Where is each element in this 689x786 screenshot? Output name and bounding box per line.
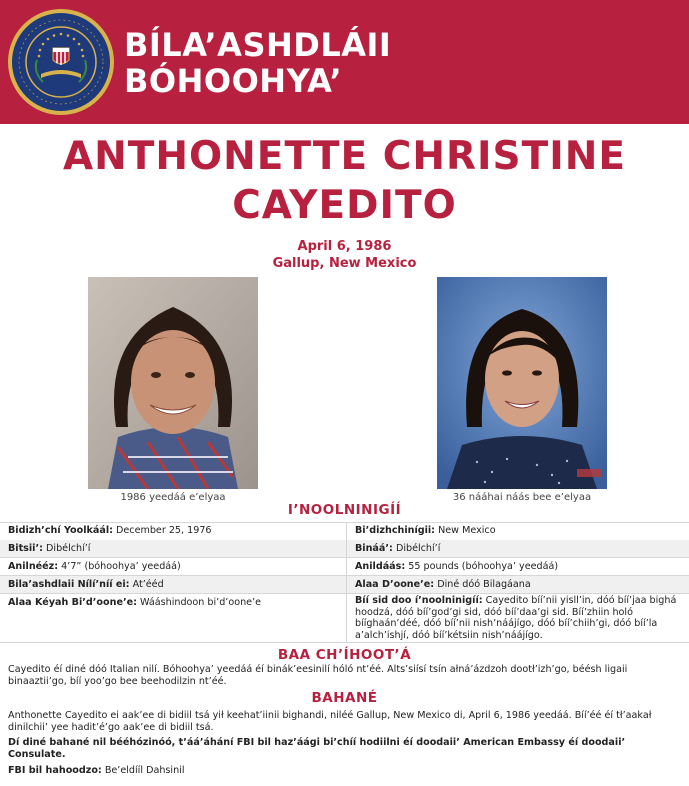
weight-field — [355, 561, 558, 573]
sex-field — [8, 579, 164, 591]
sex-value: At’ééd — [132, 579, 164, 590]
height-label: Anilnééz: — [8, 561, 59, 572]
hair-label: Bitsii’: — [8, 543, 43, 554]
scars-marks-value: Cayedito bíí’nii yisll’in, dóó bíí’jaa bighá hoodzá, dóó bíí’god’gi sid, dóó bíí’daa’gi sid. Bíí’zhiin holó bííghaán’déé, dóó bíí’nii nish’náájígo, dóó bíí’chiih’gi, dóó bíí’la a’alch’ishjí, dóó bíí’kétsiin nish’náájígo. — [355, 595, 677, 641]
sex-label: Bila’ashdlaii Nílí’níí ei: — [8, 579, 130, 590]
banner-title-line2: BÓHOOHYA’ — [124, 62, 343, 100]
height-field — [8, 561, 181, 573]
scars-marks-field — [355, 595, 683, 641]
field-office-value: Be’eldííl Dahsinil — [104, 765, 185, 776]
nationality-value: Wááshindoon bi’d’oone’e — [140, 597, 262, 608]
nationality-label: Alaa Kéyah Bi’d’oone’e: — [8, 597, 137, 608]
dob-value: December 25, 1976 — [116, 525, 212, 536]
remarks-heading: BAA CH’ÍHOOT’Á — [277, 647, 412, 663]
hair-value: Dibélchí’í — [46, 543, 91, 554]
field-office — [8, 765, 680, 777]
field-office-label: FBI bil hahoodzo: — [8, 765, 102, 776]
details-row — [0, 540, 689, 558]
childhood-photo — [88, 277, 258, 489]
case-details-heading: BAHANÉ — [311, 690, 378, 706]
remarks-text: Cayedito éí diné dóó Italian nilí. Bóhoohya’ yeedáá éí binák’eesinilí hóló nt’éé. Alts’siísí tsín ałná’ázdzoh dootł’izh’go, béésh ligaii binaaztii’go, bíí yoo’go bee beehodilzin nt’éé. — [8, 664, 628, 687]
eyes-field — [355, 543, 440, 555]
column-divider — [346, 522, 347, 642]
scars-marks-label: Bíí sid doo í’noolninigíí: — [355, 595, 483, 606]
dob-field — [8, 525, 212, 537]
subject-name-line1: ANTHONETTE CHRISTINE — [62, 134, 627, 179]
banner-title-line1: BÍLA’ASHDLÁII — [124, 26, 392, 64]
banner-title — [124, 27, 391, 99]
weight-label: Anildáás: — [355, 561, 406, 572]
birthplace-value: New Mexico — [438, 525, 496, 536]
birthplace-label: Bi’dizhchinígii: — [355, 525, 436, 536]
case-details-text: Anthonette Cayedito ei aak’ee di bidiil tsá yił keehat’iinii bighandi, niléé Gallup, New Mexico di, April 6, 1986 yeedáá. Bíí’éé éí tł’aakał dinilchii’ yee hadit’é’go aak’ee di bidiil tsá. — [8, 710, 652, 733]
race-label: Alaa D’oone’e: — [355, 579, 435, 590]
contact-instructions: Dí diné bahané nil bééhózinóó, t’áá’áhání FBI bil haz’áági bi’chíí hodiilni éí doodaii’ American Embassy éí doodaii’ Consulate. — [8, 737, 626, 760]
missing-date: April 6, 1986 — [297, 239, 392, 254]
eyes-label: Bináá’: — [355, 543, 393, 554]
race-value: Diné dóó Bilagáana — [437, 579, 531, 590]
nationality-field — [8, 597, 261, 609]
race-field — [355, 579, 531, 591]
hair-field — [8, 543, 90, 555]
fbi-seal-icon — [7, 8, 115, 116]
subject-name-line2: CAYEDITO — [232, 183, 457, 228]
eyes-value: Dibélchí’í — [395, 543, 441, 554]
birthplace-field — [355, 525, 496, 537]
age-progressed-photo — [437, 277, 607, 489]
missing-place: Gallup, New Mexico — [272, 256, 417, 271]
header-banner — [0, 0, 689, 124]
age-progressed-photo-caption: 36 nááhai náás bee e’elyaa — [452, 492, 592, 503]
height-value: 4’7” (bóhoohya’ yeedáá) — [61, 561, 181, 572]
details-heading: I’NOOLNINIGÍÍ — [287, 502, 402, 518]
dob-label: Bidizh’chí Yoolkáál: — [8, 525, 113, 536]
weight-value: 55 pounds (bóhoohya’ yeedáá) — [408, 561, 559, 572]
childhood-photo-caption: 1986 yeedáá e’elyaa — [120, 492, 226, 503]
